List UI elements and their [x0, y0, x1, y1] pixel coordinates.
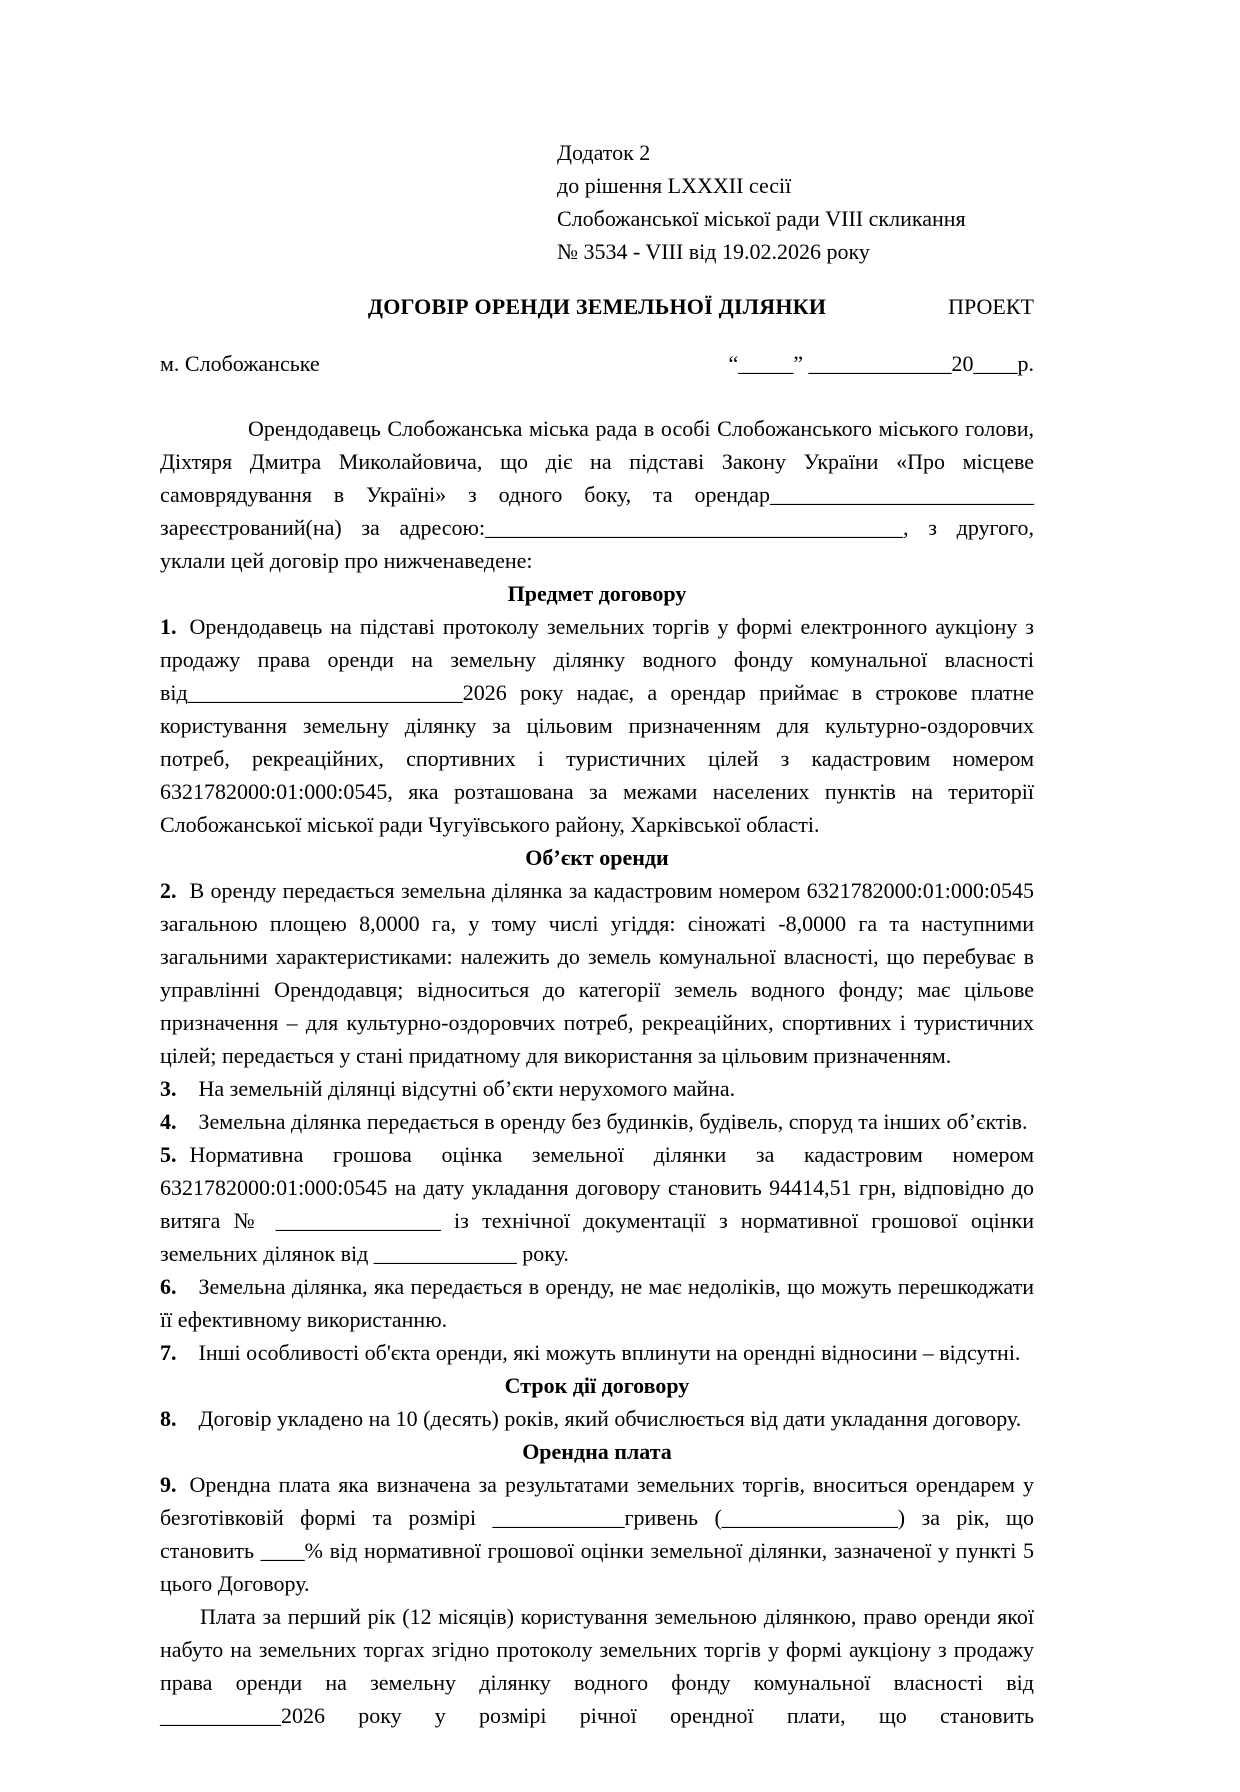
clause-9 [160, 1468, 1034, 1600]
appendix-header-line-2: до рішення LXXXII сесії [557, 173, 792, 198]
appendix-header-line-1: Додаток 2 [557, 140, 651, 165]
clause-6 [160, 1270, 1034, 1336]
clause-9-text: Орендна плата яка визначена за результатами земельних торгів, вноситься орендарем у безготівковій формі та розмірі ____________гривень (________________) за рік, що становить ____% від нормативної грошової оцінки земельної ділянки, зазначеної у пункті 5 цього Договору. [160, 1472, 1034, 1596]
title-row [160, 290, 1034, 323]
clause-7 [160, 1336, 1034, 1369]
place-name: м. Слобожанське [160, 351, 320, 376]
document-title: ДОГОВІР ОРЕНДИ ЗЕМЕЛЬНОЇ ДІЛЯНКИ [367, 294, 827, 319]
closing-paragraph [160, 1600, 1034, 1732]
clause-1 [160, 610, 1034, 841]
clause-6-number: 6. [160, 1274, 177, 1299]
clause-7-text: Інші особливості об'єкта оренди, які можуть вплинути на орендні відносини – відсутні. [198, 1340, 1021, 1365]
section-heading-term: Строк дії договору [504, 1373, 690, 1398]
section-heading-subject: Предмет договору [507, 581, 687, 606]
clause-8-number: 8. [160, 1406, 177, 1431]
section-heading-rent: Орендна плата [522, 1439, 672, 1464]
place-date-row [160, 347, 1034, 380]
clause-2-number: 2. [160, 878, 177, 903]
clause-7-number: 7. [160, 1340, 177, 1365]
clause-5-number: 5. [160, 1142, 177, 1167]
clause-4-number: 4. [160, 1109, 177, 1134]
clause-4-text: Земельна ділянка передається в оренду без будинків, будівель, споруд та інших об’єктів. [198, 1109, 1028, 1134]
closing-text: Плата за перший рік (12 місяців) користування земельною ділянкою, право оренди якої набуто на земельних торгах згідно протоколу земельних торгів у формі аукціону з продажу права оренди на земельну ділянку водного фонду комунальної власності від ___________2026 року у розмірі річної орендної плати, що становить [160, 1604, 1034, 1728]
date-blank: “_____” _____________20____р. [728, 351, 1034, 376]
appendix-header [557, 136, 1034, 268]
clause-2-text: В оренду передається земельна ділянка за кадастровим номером 6321782000:01:000:0545 загальною площею 8,0000 га, у тому числі угіддя: сіножаті -8,0000 га та наступними загальними характеристиками: належить до земель комунальної власності, що перебуває в управлінні Орендодавця; відноситься до категорії земель водного фонду; має цільове призначення – для культурно-оздоровчих потреб, рекреаційних, спортивних і туристичних цілей; передається у стані придатному для використання за цільовим призначенням. [160, 878, 1034, 1068]
appendix-header-line-3: Слобожанської міської ради VIII скликання [557, 206, 966, 231]
intro-text: Орендодавець Слобожанська міська рада в особі Слобожанського міського голови, Діхтяря Дмитра Миколайовича, що діє на підставі Закону України «Про місцеве самоврядування в Україні» з одного боку, та орендар________________________ зареєстрований(на) за адресою:______________________________________, з другого, уклали цей договір про нижченаведене: [160, 416, 1034, 573]
clause-4 [160, 1105, 1034, 1138]
appendix-header-line-4: № 3534 - VIII від 19.02.2026 року [557, 239, 870, 264]
clause-2 [160, 874, 1034, 1072]
clause-1-number: 1. [160, 614, 177, 639]
intro-paragraph [160, 412, 1034, 577]
clause-3-number: 3. [160, 1076, 177, 1101]
clause-1-text: Орендодавець на підставі протоколу земельних торгів у формі електронного аукціону з продажу права оренди на земельну ділянку водного фонду комунальної власності від_________________________2026 року надає, а орендар приймає в строкове платне користування земельну ділянку за цільовим призначенням для культурно-оздоровчих потреб, рекреаційних, спортивних і туристичних цілей з кадастровим номером 6321782000:01:000:0545, яка розташована за межами населених пунктів на території Слобожанської міської ради Чугуївського району, Харківської області. [160, 614, 1034, 837]
clause-9-number: 9. [160, 1472, 177, 1497]
clause-6-text: Земельна ділянка, яка передається в оренду, не має недоліків, що можуть перешкоджати її ефективному використанню. [160, 1274, 1034, 1332]
clause-5 [160, 1138, 1034, 1270]
clause-8-text: Договір укладено на 10 (десять) років, який обчислюється від дати укладання договору. [198, 1406, 1022, 1431]
clause-3 [160, 1072, 1034, 1105]
clause-8 [160, 1402, 1034, 1435]
section-heading-object: Об’єкт оренди [525, 845, 669, 870]
clause-5-text: Нормативна грошова оцінка земельної ділянки за кадастровим номером 6321782000:01:000:0545 на дату укладання договору становить 94414,51 грн, відповідно до витяга № _______________ із технічної документації з нормативної грошової оцінки земельних ділянок від _____________ року. [160, 1142, 1034, 1266]
draft-label: ПРОЕКТ [948, 294, 1034, 319]
clause-3-text: На земельній ділянці відсутні об’єкти нерухомого майна. [198, 1076, 736, 1101]
